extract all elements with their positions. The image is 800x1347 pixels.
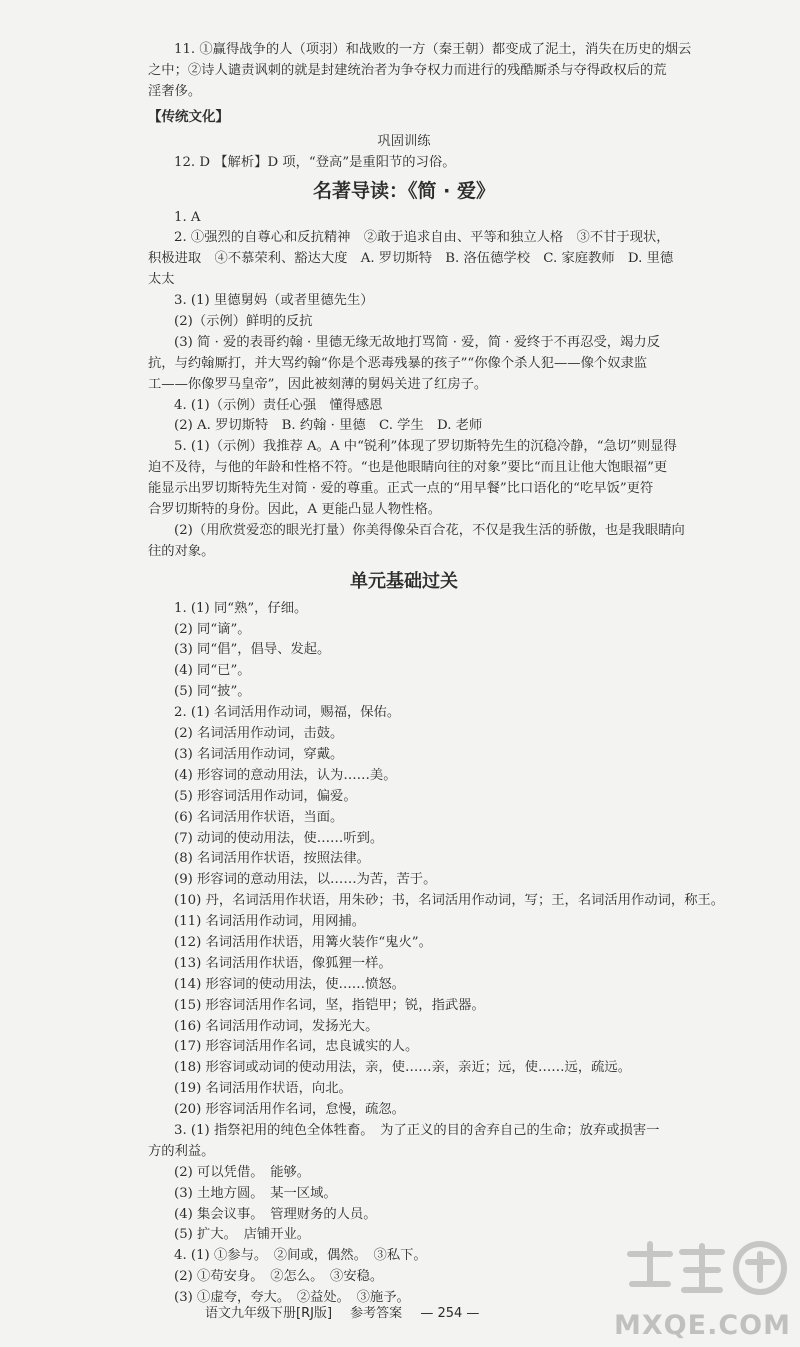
classics-guide-answer-line: 5. (1)（示例）我推荐 A。A 中“锐利”体现了罗切斯特先生的沉稳冷静，“急切”则显得 xyxy=(174,439,677,455)
watermark-text: MXQE.COM xyxy=(614,1310,791,1341)
page-number: — 254 — xyxy=(420,1306,480,1321)
unit-review-answer-line: (5) 扩大。 店铺开业。 xyxy=(174,1227,311,1243)
unit-review-answers xyxy=(148,599,725,1309)
answer-column xyxy=(148,40,725,1309)
classics-guide-answer-line: 太太 xyxy=(148,272,175,288)
unit-review-answer-line: (16) 名词活用作动词，发扬光大。 xyxy=(174,1018,379,1034)
unit-review-answer-line: (10) 丹，名词活用作状语，用朱砂；书，名词活用作动词，写；王，名词活用作动词，称王。 xyxy=(174,893,725,909)
section-label-traditional-culture: 【传统文化】 xyxy=(148,108,229,125)
classics-guide-answer-line: 2. ①强烈的自尊心和反抗精神 ②敢于追求自由、平等和独立人格 ③不甘于现状， xyxy=(174,230,670,246)
unit-review-answer-line: (11) 名词活用作动词，用网捕。 xyxy=(174,914,366,930)
classics-guide-answer-line: (2)（用欣赏爱恋的眼光打量）你美得像朵百合花，不仅是我生活的骄傲，也是我眼睛向 xyxy=(174,522,685,538)
classics-guide-answer-line: 积极进取 ④不慕荣利、豁达大度 A. 罗切斯特 B. 洛伍德学校 C. 家庭教师 D. 里德 xyxy=(148,251,674,267)
classics-guide-answer-line: 工——你像罗马皇帝”，因此被刻薄的舅妈关进了红房子。 xyxy=(148,376,488,392)
question-11-line: 11. ①赢得战争的人（项羽）和战败的一方（秦王朝）都变成了泥土，消失在历史的烟云 xyxy=(174,42,692,57)
unit-review-answer-line: (3) 同“倡”，倡导、发起。 xyxy=(174,642,331,658)
unit-review-answer-line: (2) 可以凭借。 能够。 xyxy=(174,1164,311,1180)
classics-guide-answer-line: (2)（示例）鲜明的反抗 xyxy=(174,314,313,330)
unit-review-answer-line: (14) 形容词的使动用法，使……愤怒。 xyxy=(174,976,405,992)
unit-review-answer-line: (3) 名词活用作动词，穿戴。 xyxy=(174,746,344,762)
unit-review-answer-line: (8) 名词活用作状语，按照法律。 xyxy=(174,851,370,867)
watermark xyxy=(600,1228,791,1341)
unit-review-answer-line: (4) 形容词的意动用法，认为……美。 xyxy=(174,767,397,783)
section-title-classics-guide: 名著导读：《简 · 爱》 xyxy=(313,179,495,202)
unit-review-answer-line: 1. (1) 同“熟”，仔细。 xyxy=(174,600,308,616)
classics-guide-answer-line: 抗，与约翰厮打，并大骂约翰“你是个恶毒残暴的孩子”“你像个杀人犯——像个奴隶监 xyxy=(148,355,648,371)
classics-guide-answer-line: 迫不及待，与他的年龄和性格不符。“也是他眼睛向往的对象”要比“而且让他大饱眼福”更 xyxy=(148,460,668,476)
unit-review-answer-line: 方的利益。 xyxy=(148,1143,215,1159)
unit-review-answer-line: (6) 名词活用作状语，当面。 xyxy=(174,809,344,825)
unit-review-answer-line: (13) 名词活用作状语，像狐狸一样。 xyxy=(174,955,392,971)
unit-review-answer-line: (4) 集会议事。 管理财务的人员。 xyxy=(174,1206,377,1222)
question-12: 12. D 【解析】D 项，“登高”是重阳节的习俗。 xyxy=(174,154,456,170)
classics-guide-answer-line: (2) A. 罗切斯特 B. 约翰 · 里德 C. 学生 D. 老师 xyxy=(174,418,483,434)
unit-review-answer-line: 3. (1) 指祭祀用的纯色全体牲畜。 为了正义的目的舍弃自己的生命；放弃或损害一 xyxy=(174,1122,660,1138)
unit-review-answer-line: (2) 名词活用作动词，击鼓。 xyxy=(174,726,344,742)
question-11-line: 淫奢侈。 xyxy=(148,83,202,99)
unit-review-answer-line: (17) 形容词活用作名词，忠良诚实的人。 xyxy=(174,1039,419,1055)
classics-guide-answers xyxy=(148,208,685,563)
unit-review-answer-line: (19) 名词活用作状语，向北。 xyxy=(174,1081,352,1097)
unit-review-answer-line: (3) 土地方圆。 某一区域。 xyxy=(174,1185,337,1201)
classics-guide-answer-line: 1. A xyxy=(174,209,201,225)
unit-review-answer-line: (9) 形容词的意动用法，以……为苦，苦于。 xyxy=(174,872,437,888)
section-title-unit-review: 单元基础过关 xyxy=(350,570,458,592)
unit-review-answer-line: (15) 形容词活用作名词，坚，指铠甲；锐，指武器。 xyxy=(174,997,485,1013)
classics-guide-answer-line: 往的对象。 xyxy=(148,543,215,559)
classics-guide-answer-line: (3) 简 · 爱的表哥约翰 · 里德无缘无故地打骂简 · 爱，简 · 爱终于不再忍受，竭力反 xyxy=(174,334,660,350)
question-11-line: 之中；②诗人谴责讽刺的就是封建统治者为争夺权力而进行的残酷厮杀与夺得政权后的荒 xyxy=(148,62,667,78)
unit-review-answer-line: (3) ①虚夸，夸大。 ②益处。 ③施予。 xyxy=(174,1290,410,1306)
classics-guide-answer-line: 4. (1)（示例）责任心强 懂得感恩 xyxy=(174,397,383,413)
unit-review-answer-line: (12) 名词活用作状语，用篝火装作“鬼火”。 xyxy=(174,934,432,950)
unit-review-answer-line: (18) 形容词或动词的使动用法，亲，使……亲，亲近；远，使……远，疏远。 xyxy=(174,1060,632,1076)
unit-review-answer-line: 4. (1) ①参与。 ②间或，偶然。 ③私下。 xyxy=(174,1248,427,1264)
footer-label: 参考答案 xyxy=(350,1306,403,1321)
unit-review-answer-line: (5) 形容词活用作动词，偏爱。 xyxy=(174,788,357,804)
unit-review-answer-line: (2) 同“谪”。 xyxy=(174,621,251,637)
classics-guide-answer-line: 能显示出罗切斯特先生对简 · 爱的尊重。正式一点的“用早餐”比口语化的“吃早饭”更符 xyxy=(148,481,654,497)
watermark-logo-icon xyxy=(620,1234,790,1304)
classics-guide-answer-line: 3. (1) 里德舅妈（或者里德先生） xyxy=(174,293,374,309)
sub-label-consolidation: 巩固训练 xyxy=(377,133,431,149)
unit-review-answer-line: (4) 同“已”。 xyxy=(174,663,251,679)
classics-guide-answer-line: 合罗切斯特的身份。因此，A 更能凸显人物性格。 xyxy=(148,502,442,518)
unit-review-answer-line: (20) 形容词活用作名词，怠慢，疏忽。 xyxy=(174,1102,405,1118)
unit-review-answer-line: 2. (1) 名词活用作动词，赐福，保佑。 xyxy=(174,705,401,721)
question-11 xyxy=(148,40,692,103)
unit-review-answer-line: (5) 同“披”。 xyxy=(174,684,251,700)
book-title: 语文九年级下册[RJ版] xyxy=(205,1306,333,1321)
unit-review-answer-line: (7) 动词的使动用法，使……听到。 xyxy=(174,830,384,846)
unit-review-answer-line: (2) ①苟安身。 ②怎么。 ③安稳。 xyxy=(174,1269,384,1285)
page-footer xyxy=(205,1302,493,1321)
